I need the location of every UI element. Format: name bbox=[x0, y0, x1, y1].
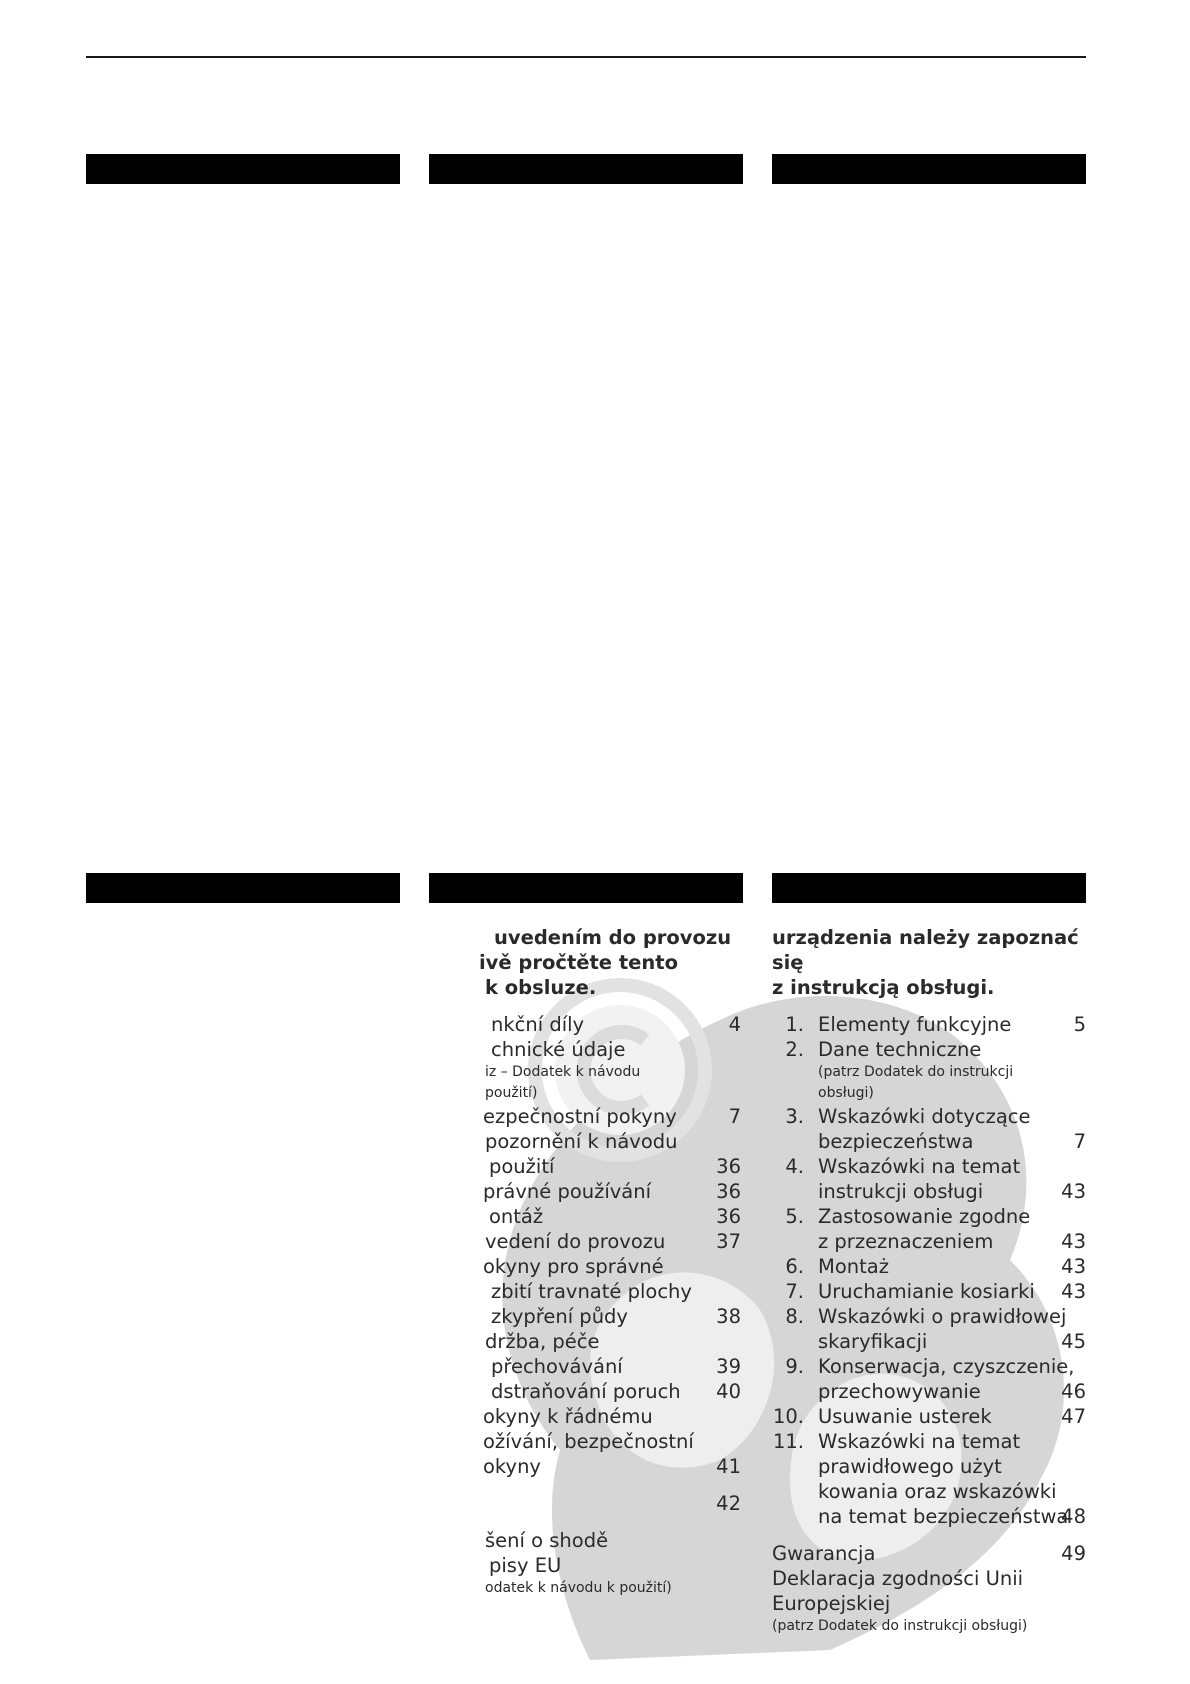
czech-declaration-text: šení o shodě bbox=[485, 1529, 609, 1552]
polish-intro-line: z instrukcją obsługi. bbox=[772, 976, 995, 999]
entry-text: instrukcji obsługi bbox=[818, 1180, 984, 1203]
page-number: 5 bbox=[1073, 1013, 1086, 1036]
entry-text: z przeznaczeniem bbox=[818, 1230, 994, 1253]
entry-number: 8. bbox=[785, 1305, 804, 1328]
entry-number: 5. bbox=[785, 1205, 804, 1228]
polish-toc-entry bbox=[772, 1429, 1086, 1529]
czech-toc-entry-text: nkční díly bbox=[491, 1013, 585, 1036]
czech-toc-entry-text: zkypření půdy bbox=[491, 1305, 628, 1328]
entry-number: 7. bbox=[785, 1280, 804, 1303]
entry-number: 4. bbox=[785, 1155, 804, 1178]
czech-toc-note: iz – Dodatek k návodu bbox=[485, 1064, 641, 1080]
czech-toc-entry-text: použití bbox=[489, 1155, 555, 1178]
czech-toc-entry bbox=[483, 1454, 741, 1479]
czech-toc-entry bbox=[483, 1429, 741, 1454]
page-number: 47 bbox=[1061, 1405, 1086, 1428]
entry-text: Wskazówki na temat bbox=[818, 1430, 1021, 1453]
czech-toc-entry-warranty bbox=[483, 1491, 741, 1516]
polish-toc-entry bbox=[772, 1304, 1086, 1354]
page-number: 49 bbox=[1061, 1542, 1086, 1565]
polish-toc-entry bbox=[772, 1154, 1086, 1204]
czech-toc-entry-text: pozornění k návodu bbox=[485, 1130, 678, 1153]
polish-toc-entry bbox=[772, 1012, 1086, 1037]
entry-text: Elementy funkcyjne bbox=[818, 1013, 1012, 1036]
page-number: 43 bbox=[1061, 1255, 1086, 1278]
polish-intro bbox=[772, 925, 1086, 1000]
czech-intro-line: uvedením do provozu bbox=[494, 926, 732, 949]
polish-toc-entry bbox=[772, 1104, 1086, 1154]
entry-text: prawidłowego użyt bbox=[818, 1455, 1002, 1478]
page-number: 43 bbox=[1061, 1180, 1086, 1203]
page-number: 42 bbox=[716, 1492, 741, 1515]
czech-toc-entry-text: okyny bbox=[483, 1455, 541, 1478]
polish-declaration bbox=[772, 1566, 1086, 1591]
entry-text: Zastosowanie zgodne bbox=[818, 1205, 1031, 1228]
polish-toc-entry bbox=[772, 1204, 1086, 1254]
czech-toc-entry bbox=[483, 1179, 741, 1204]
polish-toc bbox=[772, 925, 1086, 1637]
czech-toc-entry bbox=[483, 1304, 741, 1329]
czech-toc-entry-text: dstraňování poruch bbox=[491, 1380, 681, 1403]
czech-toc-entry bbox=[483, 1379, 741, 1404]
entry-number: 11. bbox=[772, 1430, 804, 1453]
entry-text: Montaż bbox=[818, 1255, 889, 1278]
page-number: 43 bbox=[1061, 1230, 1086, 1253]
czech-toc-entry-text: okyny pro správné bbox=[483, 1255, 664, 1278]
entry-text: Wskazówki na temat bbox=[818, 1155, 1021, 1178]
entry-text: Wskazówki dotyczące bbox=[818, 1105, 1031, 1128]
czech-toc-entry bbox=[483, 1279, 741, 1304]
czech-toc-entry bbox=[483, 1329, 741, 1354]
page-number: 46 bbox=[1061, 1380, 1086, 1403]
page-number: 37 bbox=[716, 1230, 741, 1253]
czech-toc-entry bbox=[483, 1104, 741, 1129]
entry-text: bezpieczeństwa bbox=[818, 1130, 974, 1153]
czech-toc-entry-text: ontáž bbox=[489, 1205, 544, 1228]
entry-note: (patrz Dodatek do instrukcji bbox=[818, 1064, 1014, 1080]
czech-toc-entry bbox=[483, 1528, 741, 1553]
entry-text: kowania oraz wskazówki bbox=[818, 1480, 1057, 1503]
entry-text: Usuwanie usterek bbox=[818, 1405, 992, 1428]
czech-toc-entry bbox=[483, 1229, 741, 1254]
czech-toc-entry bbox=[483, 1254, 741, 1279]
entry-number: 2. bbox=[785, 1038, 804, 1061]
section-bar-top-middle bbox=[429, 154, 743, 184]
czech-declaration-note: odatek k návodu k použití) bbox=[485, 1580, 672, 1596]
declaration-text: Europejskiej bbox=[772, 1592, 891, 1615]
page-number: 43 bbox=[1061, 1280, 1086, 1303]
polish-toc-entry-warranty bbox=[772, 1541, 1086, 1566]
polish-toc-entry bbox=[772, 1037, 1086, 1104]
page-number: 7 bbox=[728, 1105, 741, 1128]
entry-number: 3. bbox=[785, 1105, 804, 1128]
czech-toc-entry-text: ožívání, bezpečnostní bbox=[483, 1430, 694, 1453]
page-number: 40 bbox=[716, 1380, 741, 1403]
entry-text: Konserwacja, czyszczenie, bbox=[818, 1355, 1075, 1378]
czech-toc-note: použití) bbox=[485, 1085, 538, 1101]
polish-intro-line: urządzenia należy zapoznać się bbox=[772, 926, 1079, 974]
entry-text: Dane techniczne bbox=[818, 1038, 982, 1061]
polish-toc-entry bbox=[772, 1279, 1086, 1304]
czech-toc-entry bbox=[483, 1012, 741, 1037]
top-rule bbox=[86, 56, 1086, 58]
czech-toc-entry-text: ezpečnostní pokyny bbox=[483, 1105, 677, 1128]
page-number: 4 bbox=[728, 1013, 741, 1036]
czech-toc-entry-text: právné používání bbox=[483, 1180, 652, 1203]
entry-text: Wskazówki o prawidłowej bbox=[818, 1305, 1067, 1328]
entry-number: 10. bbox=[772, 1405, 804, 1428]
czech-toc-entry bbox=[483, 1354, 741, 1379]
polish-toc-entry bbox=[772, 1254, 1086, 1279]
czech-toc-entry bbox=[483, 1404, 741, 1429]
czech-toc-entry bbox=[483, 1154, 741, 1179]
czech-toc-entry bbox=[483, 1553, 741, 1578]
czech-toc-entry-text: přechovávání bbox=[491, 1355, 623, 1378]
page-number: 48 bbox=[1061, 1505, 1086, 1528]
polish-toc-entry bbox=[772, 1404, 1086, 1429]
czech-toc bbox=[479, 925, 741, 1599]
page-number: 7 bbox=[1073, 1130, 1086, 1153]
czech-toc-entry bbox=[483, 1037, 741, 1062]
page-number: 36 bbox=[716, 1180, 741, 1203]
page-number: 36 bbox=[716, 1155, 741, 1178]
page-number: 38 bbox=[716, 1305, 741, 1328]
section-bar-bottom-right bbox=[772, 873, 1086, 903]
section-bar-top-right bbox=[772, 154, 1086, 184]
warranty-text: Gwarancja bbox=[772, 1542, 876, 1565]
entry-text: skaryfikacji bbox=[818, 1330, 928, 1353]
czech-toc-entry-text: okyny k řádnému bbox=[483, 1405, 653, 1428]
polish-toc-entry bbox=[772, 1354, 1086, 1404]
entry-note: obsługi) bbox=[818, 1085, 874, 1101]
page-number: 45 bbox=[1061, 1330, 1086, 1353]
czech-toc-entry-text: zbití travnaté plochy bbox=[491, 1280, 692, 1303]
entry-number: 1. bbox=[785, 1013, 804, 1036]
entry-text: przechowywanie bbox=[818, 1380, 981, 1403]
czech-declaration-text: pisy EU bbox=[489, 1554, 562, 1577]
czech-toc-entry bbox=[483, 1204, 741, 1229]
czech-toc-entry-text: držba, péče bbox=[485, 1330, 600, 1353]
entry-number: 6. bbox=[785, 1255, 804, 1278]
polish-declaration-note: (patrz Dodatek do instrukcji obsługi) bbox=[772, 1618, 1028, 1634]
entry-number: 9. bbox=[785, 1355, 804, 1378]
section-bar-bottom-left bbox=[86, 873, 400, 903]
declaration-text: Deklaracja zgodności Unii bbox=[772, 1567, 1024, 1590]
czech-intro-line: k obsluze. bbox=[485, 976, 597, 999]
czech-intro-line: ivě pročtěte tento bbox=[479, 951, 678, 974]
page-number: 39 bbox=[716, 1355, 741, 1378]
section-bar-top-left bbox=[86, 154, 400, 184]
page-number: 36 bbox=[716, 1205, 741, 1228]
entry-text: Uruchamianie kosiarki bbox=[818, 1280, 1035, 1303]
section-bar-bottom-middle bbox=[429, 873, 743, 903]
czech-toc-entry bbox=[483, 1129, 741, 1154]
czech-toc-entry-text: vedení do provozu bbox=[485, 1230, 666, 1253]
czech-intro bbox=[479, 925, 741, 1000]
czech-toc-entry-text: chnické údaje bbox=[491, 1038, 626, 1061]
page-number: 41 bbox=[716, 1455, 741, 1478]
polish-declaration bbox=[772, 1591, 1086, 1616]
entry-text: na temat bezpieczeństwa bbox=[818, 1505, 1069, 1528]
